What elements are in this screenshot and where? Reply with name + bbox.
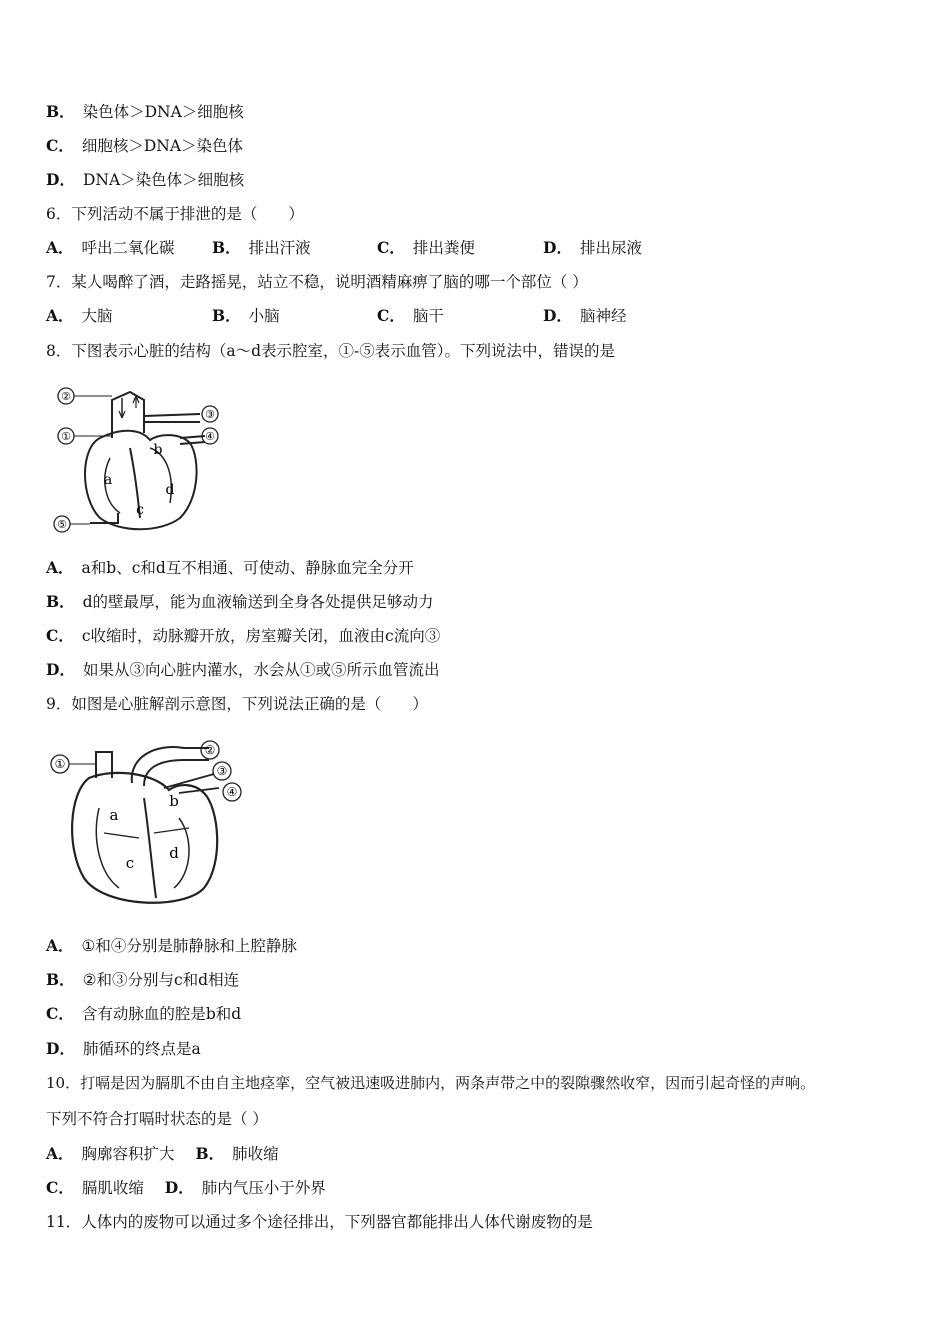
q8-option-d: D． 如果从③向心脏内灌水，水会从①或⑤所示血管流出 [46, 660, 440, 679]
q6-option-a: A． 呼出二氧化碳 [46, 238, 175, 257]
q9-option-b: B． ②和③分别与c和d相连 [46, 970, 240, 989]
q8-option-a: A． a和b、c和d互不相通、可使动、静脉血完全分开 [46, 558, 414, 577]
q8-label-2: ② [61, 390, 71, 403]
q8-chamber-d: d [165, 482, 175, 498]
q8-stem: 8．下图表示心脏的结构（a～d表示腔室，①-⑤表示血管）。下列说法中，错误的是 [46, 342, 616, 360]
q9-chamber-c: c [125, 854, 135, 872]
q10-option-b: B． 肺收缩 [195, 1144, 279, 1163]
q9-option-d: D． 肺循环的终点是a [46, 1039, 201, 1058]
q5-option-b: B． 染色体＞DNA＞细胞核 [46, 102, 244, 121]
q10-option-a: A． 胸廓容积扩大 [46, 1144, 175, 1163]
q8-chamber-a: a [103, 472, 113, 488]
q8-label-3: ③ [205, 408, 215, 421]
q10-options-row2 [46, 1178, 326, 1198]
q6-option-c: C． 排出粪便 [377, 238, 475, 257]
q9-label-2: ② [204, 743, 216, 757]
q8-chamber-b: b [153, 442, 163, 458]
q10-stem-line2: 下列不符合打嗝时状态的是（ ） [46, 1110, 268, 1128]
q6-stem: 6．下列活动不属于排泄的是（ ） [46, 205, 304, 223]
q9-chamber-a: a [109, 806, 119, 824]
q8-heart-diagram [40, 378, 230, 538]
q6-option-d: D． 排出尿液 [543, 238, 642, 257]
q8-chamber-c: c [136, 502, 144, 518]
q9-label-3: ③ [216, 764, 228, 778]
q7-option-b: B． 小脑 [212, 306, 280, 325]
q11-stem: 11．人体内的废物可以通过多个途径排出，下列器官都能排出人体代谢废物的是 [46, 1213, 593, 1231]
q9-heart-diagram [44, 738, 254, 913]
q7-option-a: A． 大脑 [46, 306, 113, 325]
q5-option-d: D． DNA＞染色体＞细胞核 [46, 170, 245, 189]
q9-option-a: A． ①和④分别是肺静脉和上腔静脉 [46, 936, 297, 955]
q8-option-b: B． d的壁最厚，能为血液输送到全身各处提供足够动力 [46, 592, 434, 611]
q7-option-d: D． 脑神经 [543, 306, 627, 325]
q9-option-c: C． 含有动脉血的腔是b和d [46, 1004, 242, 1023]
q8-label-4: ④ [205, 430, 215, 443]
q10-option-d: D． 肺内气压小于外界 [164, 1178, 326, 1197]
q9-chamber-b: b [169, 792, 179, 810]
q8-label-1: ① [61, 430, 71, 443]
q9-stem: 9．如图是心脏解剖示意图，下列说法正确的是（ ） [46, 695, 428, 713]
q10-stem-line1: 10．打嗝是因为膈肌不由自主地痉挛，空气被迅速吸进肺内，两条声带之中的裂隙骤然收窄，因而引起奇怪的声响。 [46, 1074, 816, 1092]
q10-options-row1 [46, 1144, 279, 1164]
q9-label-4: ④ [226, 785, 238, 799]
q6-option-b: B． 排出汗液 [212, 238, 311, 257]
q8-option-c: C． c收缩时，动脉瓣开放，房室瓣关闭，血液由c流向③ [46, 626, 441, 645]
q10-option-c: C． 膈肌收缩 [46, 1178, 144, 1197]
q7-stem: 7．某人喝醉了酒，走路摇晃，站立不稳，说明酒精麻痹了脑的哪一个部位（ ） [46, 273, 588, 291]
q8-label-5: ⑤ [57, 518, 67, 531]
q9-label-1: ① [54, 757, 66, 771]
q9-chamber-d: d [169, 844, 179, 862]
q7-option-c: C． 脑干 [377, 306, 444, 325]
q5-option-c: C． 细胞核＞DNA＞染色体 [46, 136, 244, 155]
